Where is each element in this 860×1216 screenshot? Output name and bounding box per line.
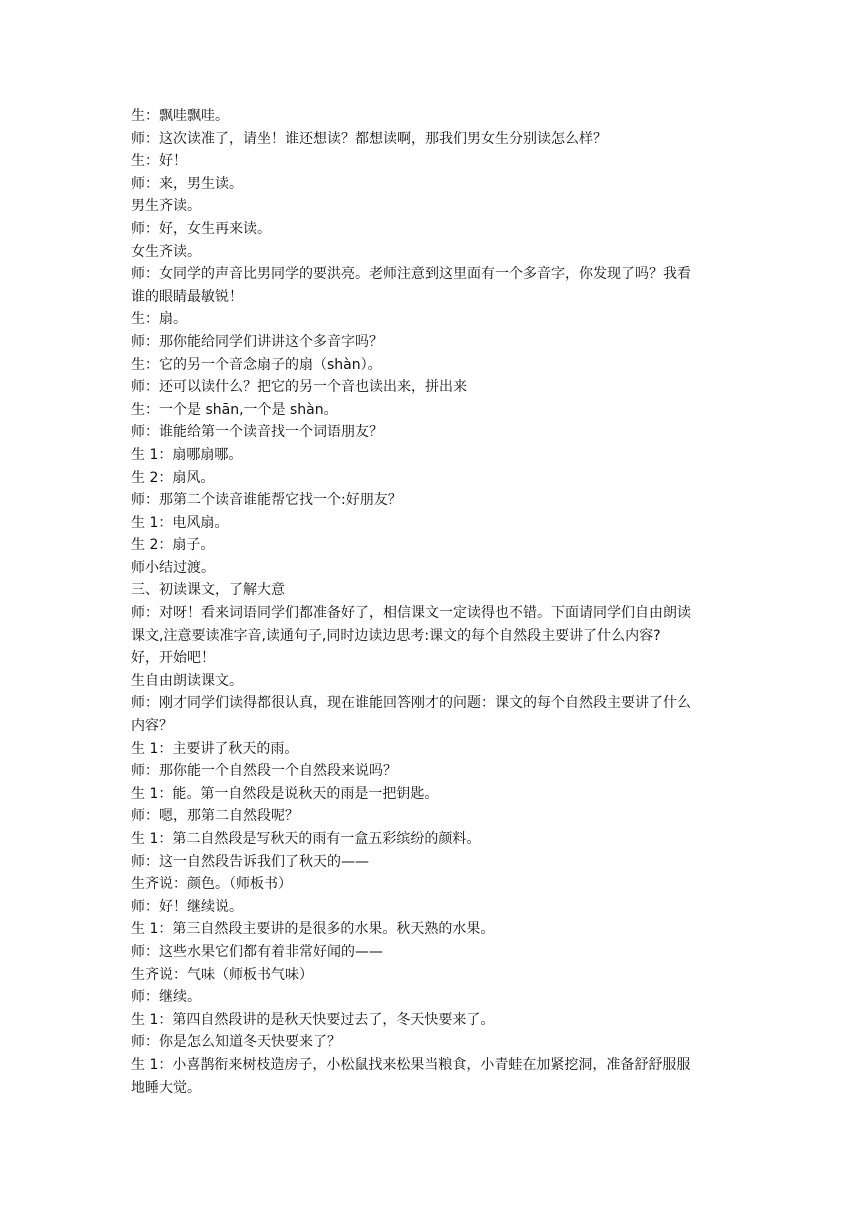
transcript-line: 师：好，女生再来读。 bbox=[131, 220, 271, 237]
transcript-line: 师：女同学的声音比男同学的要洪亮。老师注意到这里面有一个多音字，你发现了吗？我看 bbox=[131, 266, 691, 283]
transcript-line: 生 1：电风扇。 bbox=[131, 514, 229, 531]
transcript-line: 女生齐读。 bbox=[131, 243, 201, 260]
transcript-line: 生 1：第三自然段主要讲的是很多的水果。秋天熟的水果。 bbox=[131, 921, 495, 938]
transcript-line: 师：谁能给第一个读音找一个词语朋友？ bbox=[131, 424, 383, 441]
transcript-line: 师：来，男生读。 bbox=[131, 175, 243, 192]
transcript-line: 师：那第二个读音谁能帮它找一个:好朋友？ bbox=[131, 492, 402, 509]
transcript-line: 谁的眼睛最敏锐！ bbox=[131, 288, 243, 305]
transcript-line: 生 1：小喜鹊衔来树枝造房子，小松鼠找来松果当粮食，小青蛙在加紧挖洞，准备舒舒服服 bbox=[131, 1056, 691, 1073]
transcript-line: 师：那你能给同学们讲讲这个多音字吗？ bbox=[131, 333, 383, 350]
transcript-line: 师：还可以读什么？把它的另一个音也读出来，拼出来 bbox=[131, 379, 467, 396]
transcript-line: 生：它的另一个音念扇子的扇（shàn）。 bbox=[131, 356, 382, 373]
transcript-line: 生 1：能。第一自然段是说秋天的雨是一把钥匙。 bbox=[131, 785, 439, 802]
transcript-line: 生齐说：气味（师板书气味） bbox=[131, 966, 313, 983]
transcript-line: 生 1：第二自然段是写秋天的雨有一盒五彩缤纷的颜料。 bbox=[131, 831, 481, 847]
transcript-line: 师：对呀！看来词语同学们都准备好了，相信课文一定读得也不错。下面请同学们自由朗读 bbox=[131, 605, 691, 622]
transcript-line: 生 1：主要讲了秋天的雨。 bbox=[131, 740, 299, 757]
transcript-line: 师：继续。 bbox=[131, 989, 201, 1006]
transcript-line: 地睡大觉。 bbox=[131, 1079, 201, 1096]
transcript-line: 师小结过渡。 bbox=[131, 559, 215, 576]
transcript-line: 师：嗯，那第二自然段呢？ bbox=[131, 808, 299, 825]
transcript-line: 好，开始吧！ bbox=[131, 650, 215, 667]
transcript-line: 师：这次读准了，请坐！谁还想读？都想读啊，那我们男女生分别读怎么样？ bbox=[131, 130, 607, 147]
transcript-body bbox=[131, 105, 731, 1099]
transcript-line: 师：好！继续说。 bbox=[131, 898, 243, 915]
transcript-line: 课文,注意要读准字音,读通句子,同时边读边思考:课文的每个自然段主要讲了什么内容? bbox=[131, 627, 661, 644]
transcript-line: 师：刚才同学们读得都很认真，现在谁能回答刚才的问题：课文的每个自然段主要讲了什么 bbox=[131, 695, 691, 712]
transcript-line: 师：你是怎么知道冬天快要来了？ bbox=[131, 1034, 341, 1051]
transcript-line: 生自由朗读课文。 bbox=[131, 672, 243, 689]
transcript-line: 生 1：扇哪扇哪。 bbox=[131, 446, 243, 463]
transcript-line: 生 2：扇子。 bbox=[131, 537, 215, 554]
transcript-line: 内容？ bbox=[131, 718, 173, 735]
transcript-line: 男生齐读。 bbox=[131, 198, 201, 215]
transcript-line: 生 1：第四自然段讲的是秋天快要过去了，冬天快要来了。 bbox=[131, 1011, 495, 1028]
transcript-line: 生 2：扇风。 bbox=[131, 469, 215, 486]
transcript-line: 三、初读课文，了解大意 bbox=[131, 582, 285, 599]
transcript-line: 师：那你能一个自然段一个自然段来说吗？ bbox=[131, 763, 397, 780]
transcript-line: 师：这些水果它们都有着非常好闻的—— bbox=[131, 943, 383, 960]
transcript-line: 生：飘哇飘哇。 bbox=[131, 108, 229, 124]
transcript-line: 师：这一自然段告诉我们了秋天的—— bbox=[131, 853, 369, 870]
transcript-line: 生：一个是 shān,一个是 shàn。 bbox=[131, 401, 338, 418]
transcript-line: 生：扇。 bbox=[131, 311, 187, 328]
transcript-line: 生齐说：颜色。（师板书） bbox=[131, 876, 292, 893]
transcript-line: 生：好！ bbox=[131, 153, 187, 170]
